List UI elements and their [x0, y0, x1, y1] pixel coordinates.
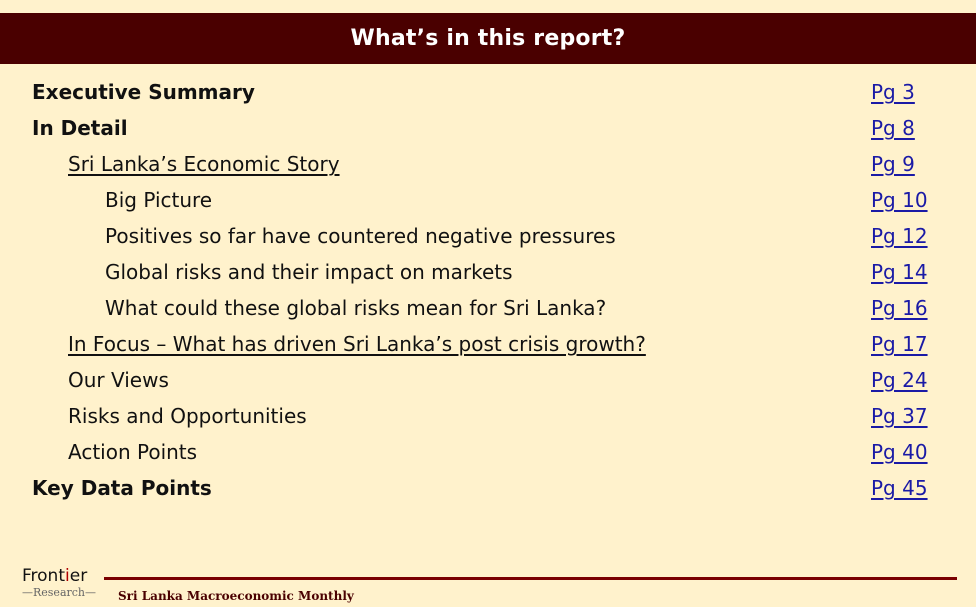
- toc-entry-label: Global risks and their impact on markets: [105, 260, 513, 284]
- toc-row: [0, 364, 976, 400]
- toc-page-link[interactable]: Pg 8: [871, 116, 915, 140]
- toc-row: [0, 112, 976, 148]
- toc-row: [0, 184, 976, 220]
- toc-page-link[interactable]: Pg 17: [871, 332, 928, 356]
- toc-row: [0, 400, 976, 436]
- toc-entry-label: Executive Summary: [32, 80, 255, 104]
- logo-subtitle: —Research—: [22, 586, 97, 599]
- footer-rule: [104, 577, 957, 580]
- toc-entry-label: Key Data Points: [32, 476, 212, 500]
- toc-page-link[interactable]: Pg 9: [871, 152, 915, 176]
- page-title: What’s in this report?: [350, 26, 626, 51]
- toc-page-link[interactable]: Pg 40: [871, 440, 928, 464]
- header-bar: [0, 13, 976, 64]
- toc-row: [0, 436, 976, 472]
- toc-entry-label: Our Views: [68, 368, 169, 392]
- toc-page-link[interactable]: Pg 10: [871, 188, 928, 212]
- toc-entry-label: In Detail: [32, 116, 128, 140]
- logo-wordmark: Frontier: [22, 566, 88, 586]
- toc-page-link[interactable]: Pg 45: [871, 476, 928, 500]
- toc-entry-label[interactable]: In Focus – What has driven Sri Lanka’s post crisis growth?: [68, 332, 646, 356]
- toc-page-link[interactable]: Pg 12: [871, 224, 928, 248]
- top-strip: [0, 0, 976, 13]
- toc-page-link[interactable]: Pg 16: [871, 296, 928, 320]
- toc-row: [0, 76, 976, 112]
- toc-row: [0, 220, 976, 256]
- toc-entry-label: Action Points: [68, 440, 198, 464]
- toc-page-link[interactable]: Pg 14: [871, 260, 928, 284]
- toc-page-link[interactable]: Pg 37: [871, 404, 928, 428]
- footer-publication-title: Sri Lanka Macroeconomic Monthly: [118, 589, 354, 603]
- frontier-research-logo: [22, 566, 102, 604]
- toc-row: [0, 148, 976, 184]
- toc-page-link[interactable]: Pg 24: [871, 368, 928, 392]
- toc-entry-label: Big Picture: [105, 188, 213, 212]
- toc-row: [0, 328, 976, 364]
- toc-page-link[interactable]: Pg 3: [871, 80, 915, 104]
- toc-entry-label: Positives so far have countered negative pressures: [105, 224, 616, 248]
- toc-row: [0, 472, 976, 508]
- toc-row: [0, 292, 976, 328]
- toc-entry-label: Risks and Opportunities: [68, 404, 307, 428]
- toc-entry-label[interactable]: Sri Lanka’s Economic Story: [68, 152, 340, 176]
- toc-entry-label: What could these global risks mean for Sri Lanka?: [105, 296, 607, 320]
- toc-row: [0, 256, 976, 292]
